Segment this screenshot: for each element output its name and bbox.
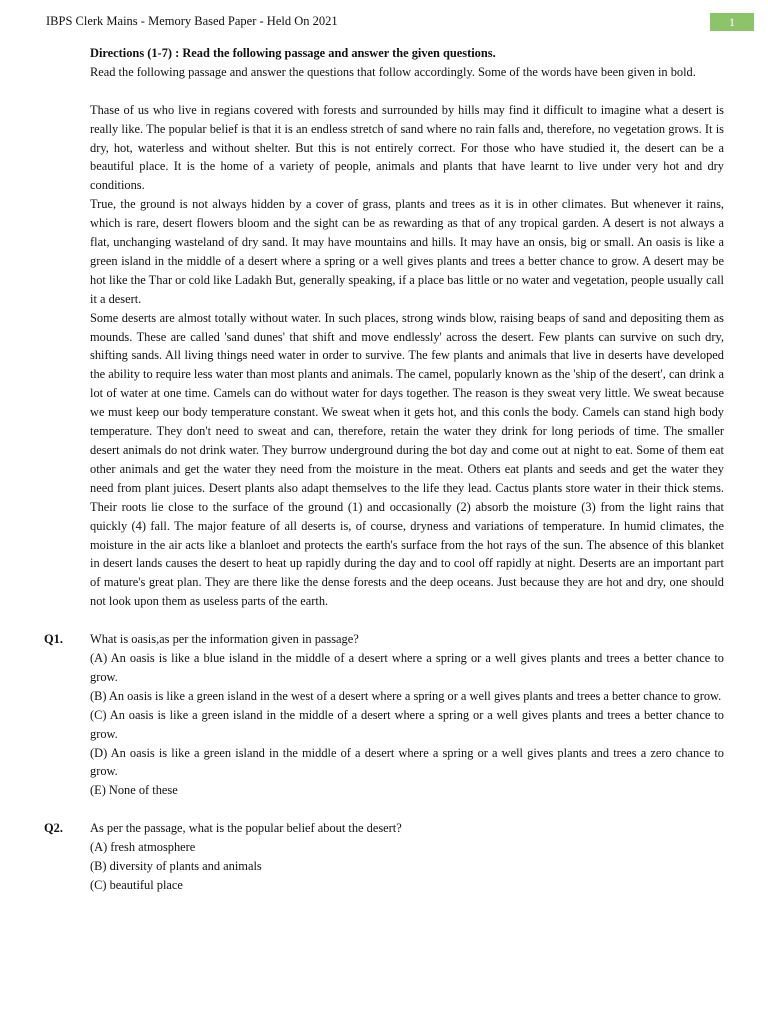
spacer (90, 800, 724, 819)
spacer (90, 611, 724, 630)
directions-text: Read the following passage and answer the questions that follow accordingly. Some of the words have been given in bold. (90, 64, 696, 79)
answer-option: (A) An oasis is like a blue island in the middle of a desert where a spring or a well gives plants and trees a better chance to grow. (90, 650, 724, 684)
answer-option: (B) An oasis is like a green island in the west of a desert where a spring or a well gives plants and trees a better chance to grow. (90, 688, 722, 703)
question-number: Q2. (44, 821, 63, 836)
page-number-badge: 1 (710, 13, 754, 31)
answer-option: (A) fresh atmosphere (90, 840, 196, 855)
document-header: IBPS Clerk Mains - Memory Based Paper - Held On 2021 (46, 14, 338, 28)
answer-option: (E) None of these (90, 783, 178, 798)
document-body (44, 44, 724, 895)
answer-option: (D) An oasis is like a green island in the middle of a desert where a spring or a well gives plants and trees a zero chance to grow. (90, 745, 724, 779)
directions-title: Directions (1-7) : Read the following passage and answer the given questions. (90, 46, 496, 60)
question-number: Q1. (44, 632, 63, 647)
question-2 (44, 819, 724, 895)
question-1 (44, 630, 724, 800)
passage-paragraph: True, the ground is not always hidden by a cover of grass, plants and trees as it is in other climates. But whenever it rains, which is rare, desert flowers bloom and the sight can be as rewarding as that of any tropical garden. A desert is not always a flat, unchanging wasteland of dry sand. It may have mountains and hills. It may have an onsis, big or small. An oasis is like a green island in the middle of a desert where a spring or a well gives plants and trees a better chance to grow. A desert may be hot like the Thar or cold like Ladakh But, generally speaking, if a place bas little or no water and vegetation, people usually call it a desert. (90, 197, 724, 306)
spacer (90, 82, 724, 101)
answer-option: (C) beautiful place (90, 877, 183, 892)
passage-paragraph: Some deserts are almost totally without water. In such places, strong winds blow, raising beaps of sand and depositing them as mounds. These are called 'sand dunes' that shift and move endlessly' across the desert. Few plants can survive on such dry, shifting sands. All living things need water in order to survive. The few plants and animals that live in deserts have developed the ability to require less water than most plants and animals. The camel, popularly known as the 'ship of the desert', can drink a lot of water at one time. Camels can do without water for days together. The reason is they sweat very little. We sweat because we must keep our body temperature constant. We sweat when it gets hot, and this conls the body. Camels can stand high body temperature. They don't need to sweat and can, therefore, retain the water they drink for long periods of time. The smaller desert animals do not drink water. They burrow underground during the bot day and come out at night to eat. Some of them eat other animals and get the water they need from the moisture in the meat. Others eat plants and seeds and get the water they need from plant juices. Desert plants also adapt themselves to the life they lead. Cactus plants store water in their thick stems. Their roots lie close to the surface of the ground (1) and occasionally (2) absorb the moisture (3) from the light rains that quickly (4) fall. The major feature of all deserts is, of course, dryness and variations of temperature. In humid climates, the moisture in the air acts like a blanloet and protects the earth's surface from the hot rays of the sun. The absence of this blanket in desert lands causes the desert to heat up rapidly during the day and to cool off rapidly at night. Deserts are an important part of mature's great plan. They are there like the dense forests and the deep oceans. Just because they are hot and dry, one should not look upon them as useless parts of the earth. (90, 310, 724, 609)
passage-paragraph: Thase of us who live in regians covered with forests and surrounded by hills may find it difficult to imagine what a desert is really like. The popular belief is that it is an endless stretch of sand where no rain falls and, therefore, no vegetation grows. It is dry, hot, waterless and without shelter. But this is not entirely correct. For those who have studied it, the desert can be a beautiful place. It is the home of a variety of people, animals and plants that have learnt to live under very hot and dry conditions. (90, 102, 724, 193)
question-text: As per the passage, what is the popular belief about the desert? (90, 821, 402, 836)
answer-option: (C) An oasis is like a green island in the middle of a desert where a spring or a well gives plants and trees a better chance to grow. (90, 707, 724, 741)
answer-option: (B) diversity of plants and animals (90, 858, 262, 873)
question-text: What is oasis,as per the information given in passage? (90, 632, 359, 647)
